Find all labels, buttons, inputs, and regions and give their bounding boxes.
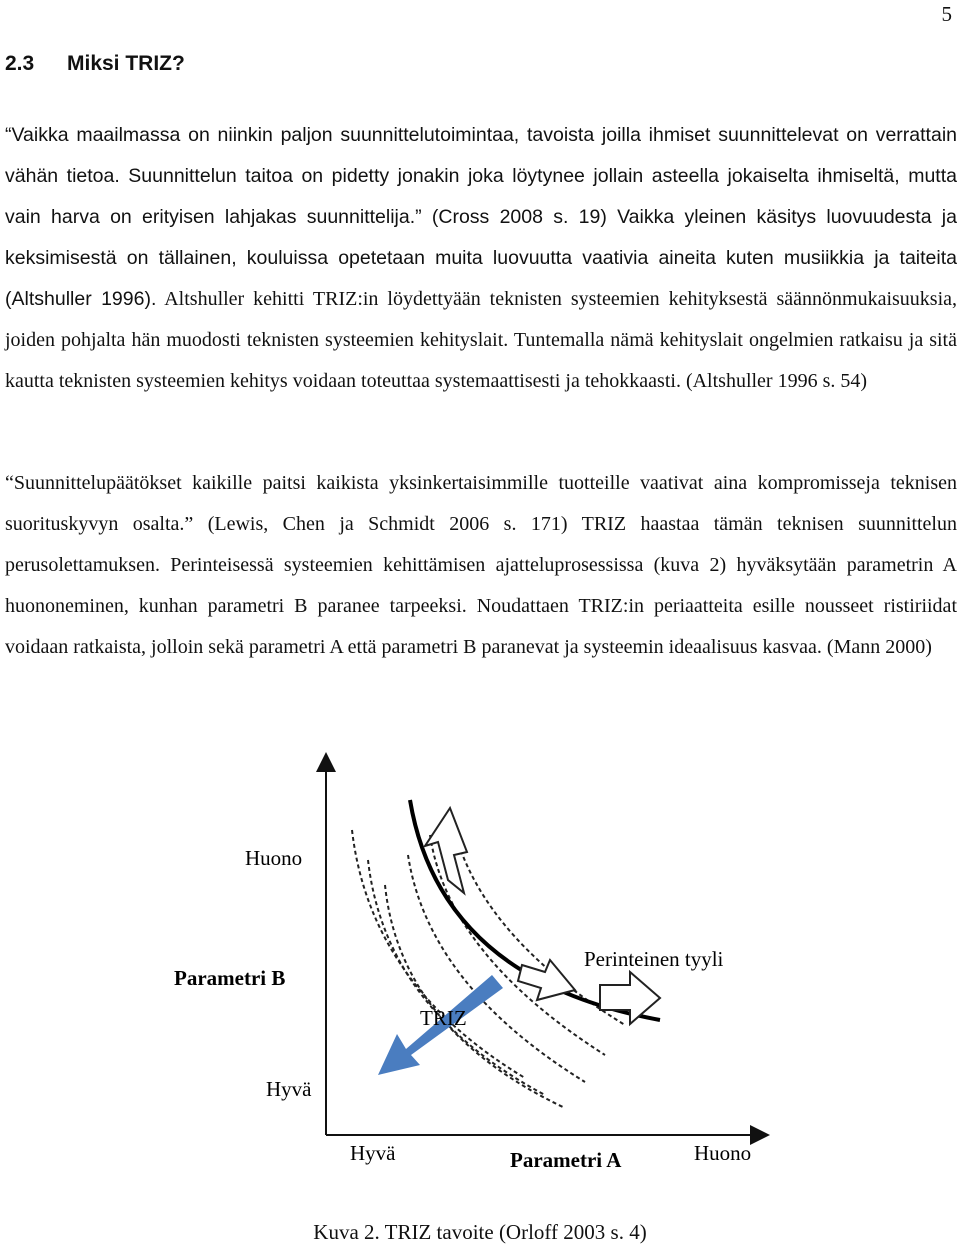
y-high-label: Huono [245, 846, 303, 870]
section-heading [5, 52, 185, 76]
y-low-label: Hyvä [266, 1077, 312, 1101]
section-title: Miksi TRIZ? [67, 52, 185, 75]
x-high-label: Huono [694, 1141, 752, 1165]
figure-caption: Kuva 2. TRIZ tavoite (Orloff 2003 s. 4) [313, 1220, 647, 1244]
paragraph-2: “Suunnittelupäätökset kaikille paitsi kaikista yksinkertaisimmille tuotteille vaativat aina kompromisseja teknisen suorituskyvyn osalta.” (Lewis, Chen ja Schmidt 2006 s. 171) TRIZ haastaa tämän teknisen suunnittelun perusolettamuksen. Perinteisessä systeemien kehittämisen ajatteluprosessissa (kuva 2) hyväksytään parametrin A huononeminen, kunhan parametri B paranee tarpeeksi. Noudattaen TRIZ:in periaatteita esille nousseet ristiriidat voidaan ratkaista, jolloin sekä parametri A että parametri B paranevat ja systeemin ideaalisuus kasvaa. (Mann 2000) [5, 472, 957, 658]
triz-figure [0, 730, 960, 1220]
traditional-label: Perinteinen tyyli [584, 947, 724, 971]
section-number: 2.3 [5, 52, 35, 75]
up-arrow [425, 808, 467, 893]
paragraph-1-quote: “Vaikka maailmassa on niinkin paljon suunnittelutoimintaa, tavoista joilla ihmiset suunnittelevat on verrattain vähän tietoa. Suunnittelun taitoa on pidetty jonakin joka löytynee jollain asteella jokaiselta ihmiseltä, mutta vain harva on erityisen lahjakas suunnittelija.” (Cross 2008 s. 19) Vaikka yleinen käsitys luovuudesta ja keksimisestä on tällainen, kouluissa opetetaan muita luovuutta vaativia aineita kuten musiikkia ja taiteita (Altshuller 1996). [5, 124, 957, 310]
page-number: 5 [941, 2, 952, 26]
paragraph-1 [5, 115, 957, 402]
right-arrow-2 [600, 972, 660, 1024]
paragraph-1-rest: Altshuller kehitti TRIZ:in löydettyään teknisten systeemien kehityksestä säännönmukaisuuksia, joiden pohjalta hän muodosti teknisten systeemien kehityslait. Tuntemalla nämä kehityslait ongelmien ratkaisu ja sitä kautta teknisten systeemien kehitys voidaan toteuttaa systemaattisesti ja tehokkaasti. (Altshuller 1996 s. 54) [5, 288, 958, 392]
triz-label: TRIZ [420, 1006, 467, 1030]
x-low-label: Hyvä [350, 1141, 396, 1165]
x-axis-label: Parametri A [510, 1148, 622, 1172]
y-axis-label: Parametri B [174, 966, 286, 990]
